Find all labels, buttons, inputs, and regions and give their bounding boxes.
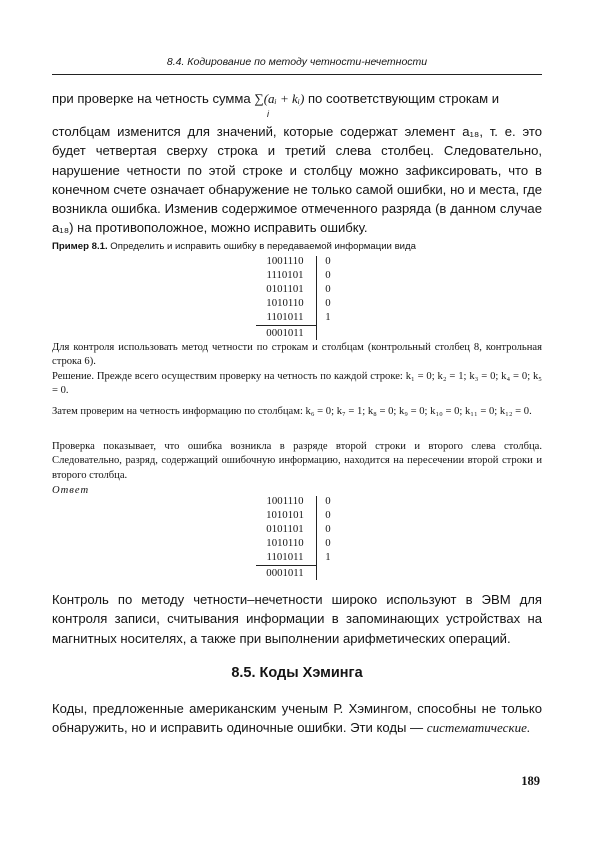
paragraph-3: Контроль по методу четности–нечетности широко используют в ЭВМ для контроля записи, считывания информации в запоминающих устройствах на магнитных носителях, а также при выполнении арифметических операций. <box>52 592 542 646</box>
matrix-row: 1110101 0 <box>266 269 331 281</box>
matrix-row: 0101101 0 <box>266 523 331 535</box>
solution-line-1: Для контроля использовать метод четности по строкам и столбцам (контрольный столбец 8, контрольная строка 6). <box>52 342 542 368</box>
matrix-row: 1010101 0 <box>266 509 331 521</box>
matrix-row: 1001110 0 <box>266 495 331 507</box>
solution-line-2: Решение. Прежде всего осуществим проверку на четность по каждой строке: k₁ = 0; k₂ = 1; k₃ = 0; k₄ = 0; k₅ = 0. <box>52 371 542 397</box>
matrix-row: 1010110 0 <box>266 537 331 549</box>
matrix-divider <box>316 256 317 340</box>
solution-line-4: Проверка показывает, что ошибка возникла в разряде второй строки и второго слева столбца. Следовательно, разряд, содержащий ошибочную информацию, находится на пересечении второй строки и второго столбца. <box>52 441 542 481</box>
paragraph-2: столбцам изменится для значений, которые содержат элемент a₁₈, т. е. это будет четвертая сверху строка и третий слева столбец. Следовательно, нарушение четности по этой строке и столбцу можно зафиксировать, что в конечном счете означает обнаружение не только самой ошибки, но и места, где возникла ошибка. Изменив содержимое отмеченного разряда (в данном случае a₁₈) на противоположное, можно исправить ошибку. <box>52 124 542 236</box>
running-header: 8.4. Кодирование по методу четности-нечетности <box>166 56 428 68</box>
matrix-rule <box>256 565 316 566</box>
paragraph-4 <box>52 699 542 738</box>
paragraph-4-italic: систематические. <box>426 720 531 736</box>
solution-line-3: Затем проверим на четность информацию по столбцам: k₆ = 0; k₇ = 1; k₈ = 0; k₉ = 0; k₁₀ = 0; k₁₁ = 0; k₁₂ = 0. <box>52 406 532 417</box>
answer-label: Ответ <box>52 485 90 496</box>
matrix-rule <box>256 325 316 326</box>
sum-formula: ∑(aᵢ + kᵢ) <box>254 91 305 106</box>
page-number: 189 <box>521 774 540 788</box>
paragraph-1-end: по соответствующим строкам и <box>304 91 500 106</box>
matrix-row: 0101101 0 <box>266 283 331 295</box>
example-label: Пример 8.1. <box>52 241 108 252</box>
matrix-row: 1001110 0 <box>266 255 331 267</box>
matrix-divider <box>316 496 317 580</box>
matrix-control-row: 0001011 <box>266 327 304 339</box>
sum-subscript: i <box>267 109 269 119</box>
matrix-control-row: 0001011 <box>266 567 304 579</box>
matrix-row: 1101011 1 <box>266 311 331 323</box>
header-rule <box>52 74 542 75</box>
matrix-row: 1010110 0 <box>266 297 331 309</box>
section-title: 8.5. Коды Хэминга <box>231 665 363 681</box>
paragraph-4-text: Коды, предложенные американским ученым Р. Хэмингом, способны не только обнаружить, но и исправить одиночные ошибки. Эти коды — <box>52 701 542 736</box>
paragraph-1-start: при проверке на четность сумма <box>52 91 255 106</box>
example-heading <box>52 241 542 252</box>
example-text: Определить и исправить ошибку в передаваемой информации вида <box>107 241 416 252</box>
paragraph-1 <box>52 89 542 119</box>
matrix-row: 1101011 1 <box>266 551 331 563</box>
